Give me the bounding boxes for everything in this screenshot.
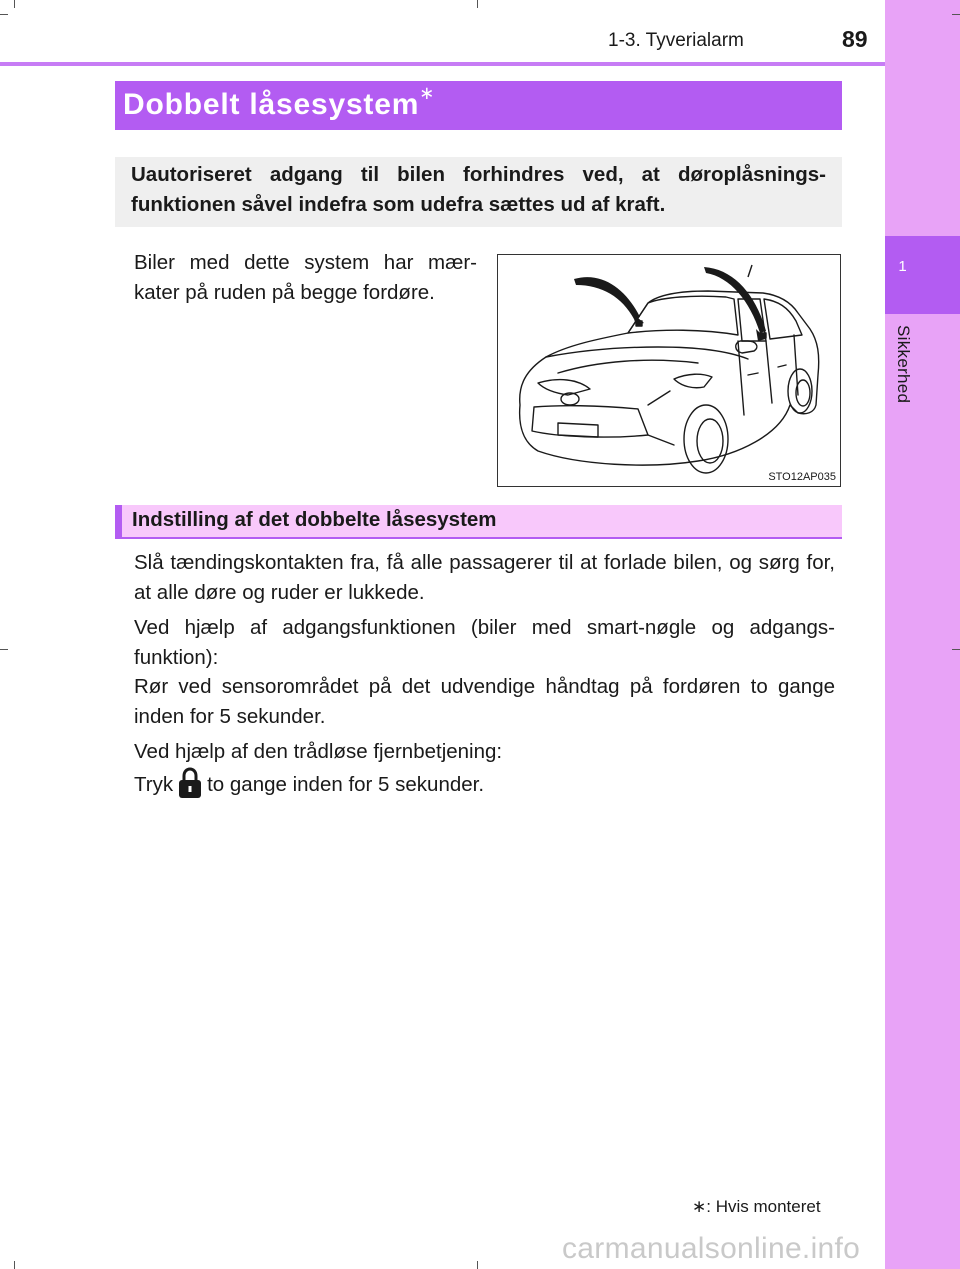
side-strip [885,0,960,1269]
remote-instruction-prefix: Tryk [134,772,174,796]
smart-key-instruction: Rør ved sensorområdet på det udvendige håndtag på fordøren to gange inden for 5 sekunder. [134,675,835,728]
intro-text: Uautoriseret adgang til bilen forhindres ved, at døroplåsnings-funktionen såvel indefra som udefra sættes ud af kraft. [131,163,826,216]
figure-code: STO12AP035 [768,471,836,483]
optional-mark: ∗ [419,83,436,103]
crop-mark [14,1261,15,1269]
footnote-mark: ∗ [692,1197,707,1216]
crop-mark [952,649,960,650]
subsection-heading [115,505,842,539]
lock-icon [177,767,203,799]
page-number: 89 [842,26,868,52]
crop-mark [477,1261,478,1269]
subsection-title: Indstilling af det dobbelte låsesystem [132,508,497,531]
remote-instruction-suffix: to gange inden for 5 sekunder. [207,772,485,796]
section-title [123,83,436,122]
remote-heading: Ved hjælp af den trådløse fjernbetjening: [134,740,503,763]
smart-key-heading: Ved hjælp af adgangsfunktionen (biler med smart-nøgle og adgangs-funktion): [134,616,835,669]
crop-mark [952,14,960,15]
footnote-text: : Hvis monteret [706,1197,821,1216]
crop-mark [14,0,15,8]
remote-instruction [134,767,835,800]
footnote [692,1197,821,1217]
crop-mark [477,0,478,8]
car-drawing [498,255,840,486]
crop-mark [0,649,8,650]
section-title-text: Dobbelt låsesystem [123,88,420,121]
chapter-label: Sikkerhed [894,325,913,404]
car-illustration [497,254,841,487]
header-rule [0,62,885,66]
crop-mark [0,14,8,15]
running-header: 1-3. Tyverialarm [608,30,744,51]
paragraph-smart-key [134,613,835,731]
intro-box [115,157,842,227]
section-banner [115,81,842,130]
marker-note: Biler med dette system har mær-kater på ruden på begge fordøre. [134,251,477,304]
watermark: carmanualsonline.info [562,1232,861,1265]
paragraph-preparation: Slå tændingskontakten fra, få alle passagerer til at forlade bilen, og sørg for, at alle døre og ruder er lukkede. [134,551,835,604]
paragraph-remote [134,737,835,799]
chapter-tab[interactable] [885,236,960,314]
chapter-number: 1 [898,258,907,275]
